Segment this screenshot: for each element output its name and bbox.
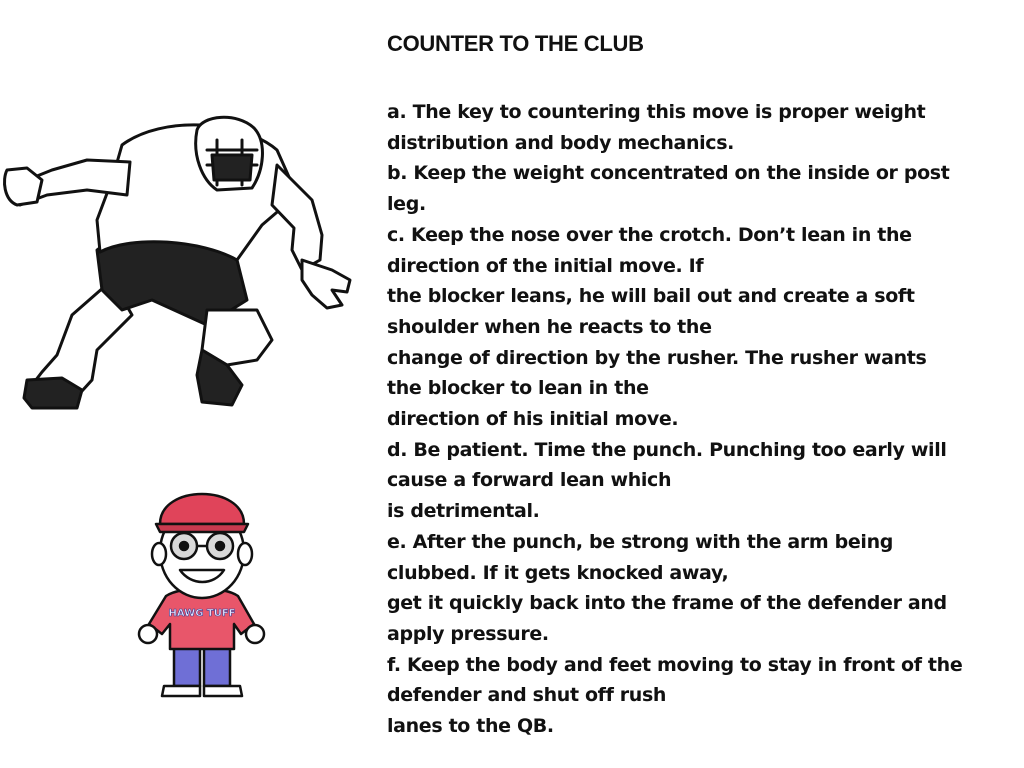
text-line: f. Keep the body and feet moving to stay in front of the	[387, 653, 963, 676]
text-line: clubbed. If it gets knocked away,	[387, 561, 729, 584]
mascot-shirt-text: HAWG TUFF	[168, 608, 236, 619]
text-line: direction of the initial move. If	[387, 254, 704, 277]
text-content	[387, 30, 987, 742]
text-line: the blocker leans, he will bail out and create a soft	[387, 285, 915, 308]
text-line: leg.	[387, 193, 426, 216]
text-line: b. Keep the weight concentrated on the inside or post	[387, 162, 950, 185]
text-line: apply pressure.	[387, 622, 549, 645]
text-line: direction of his initial move.	[387, 408, 679, 431]
text-line: is detrimental.	[387, 500, 540, 523]
football-player-illustration	[2, 110, 358, 412]
text-line: c. Keep the nose over the crotch. Don’t lean in the	[387, 223, 912, 246]
text-line: get it quickly back into the frame of the defender and	[387, 592, 947, 615]
text-line: d. Be patient. Time the punch. Punching too early will	[387, 438, 947, 461]
text-line: e. After the punch, be strong with the arm being	[387, 530, 894, 553]
text-line: shoulder when he reacts to the	[387, 315, 712, 338]
text-line: distribution and body mechanics.	[387, 131, 735, 154]
text-line: the blocker to lean in the	[387, 377, 649, 400]
text-line: lanes to the QB.	[387, 715, 554, 738]
text-line: change of direction by the rusher. The rusher wants	[387, 346, 927, 369]
page-title: COUNTER TO THE CLUB	[387, 31, 644, 56]
mascot-cartoon	[136, 474, 266, 700]
text-line: cause a forward lean which	[387, 469, 672, 492]
body-text	[387, 97, 987, 742]
text-line: a. The key to countering this move is proper weight	[387, 101, 926, 123]
text-line: defender and shut off rush	[387, 684, 667, 707]
